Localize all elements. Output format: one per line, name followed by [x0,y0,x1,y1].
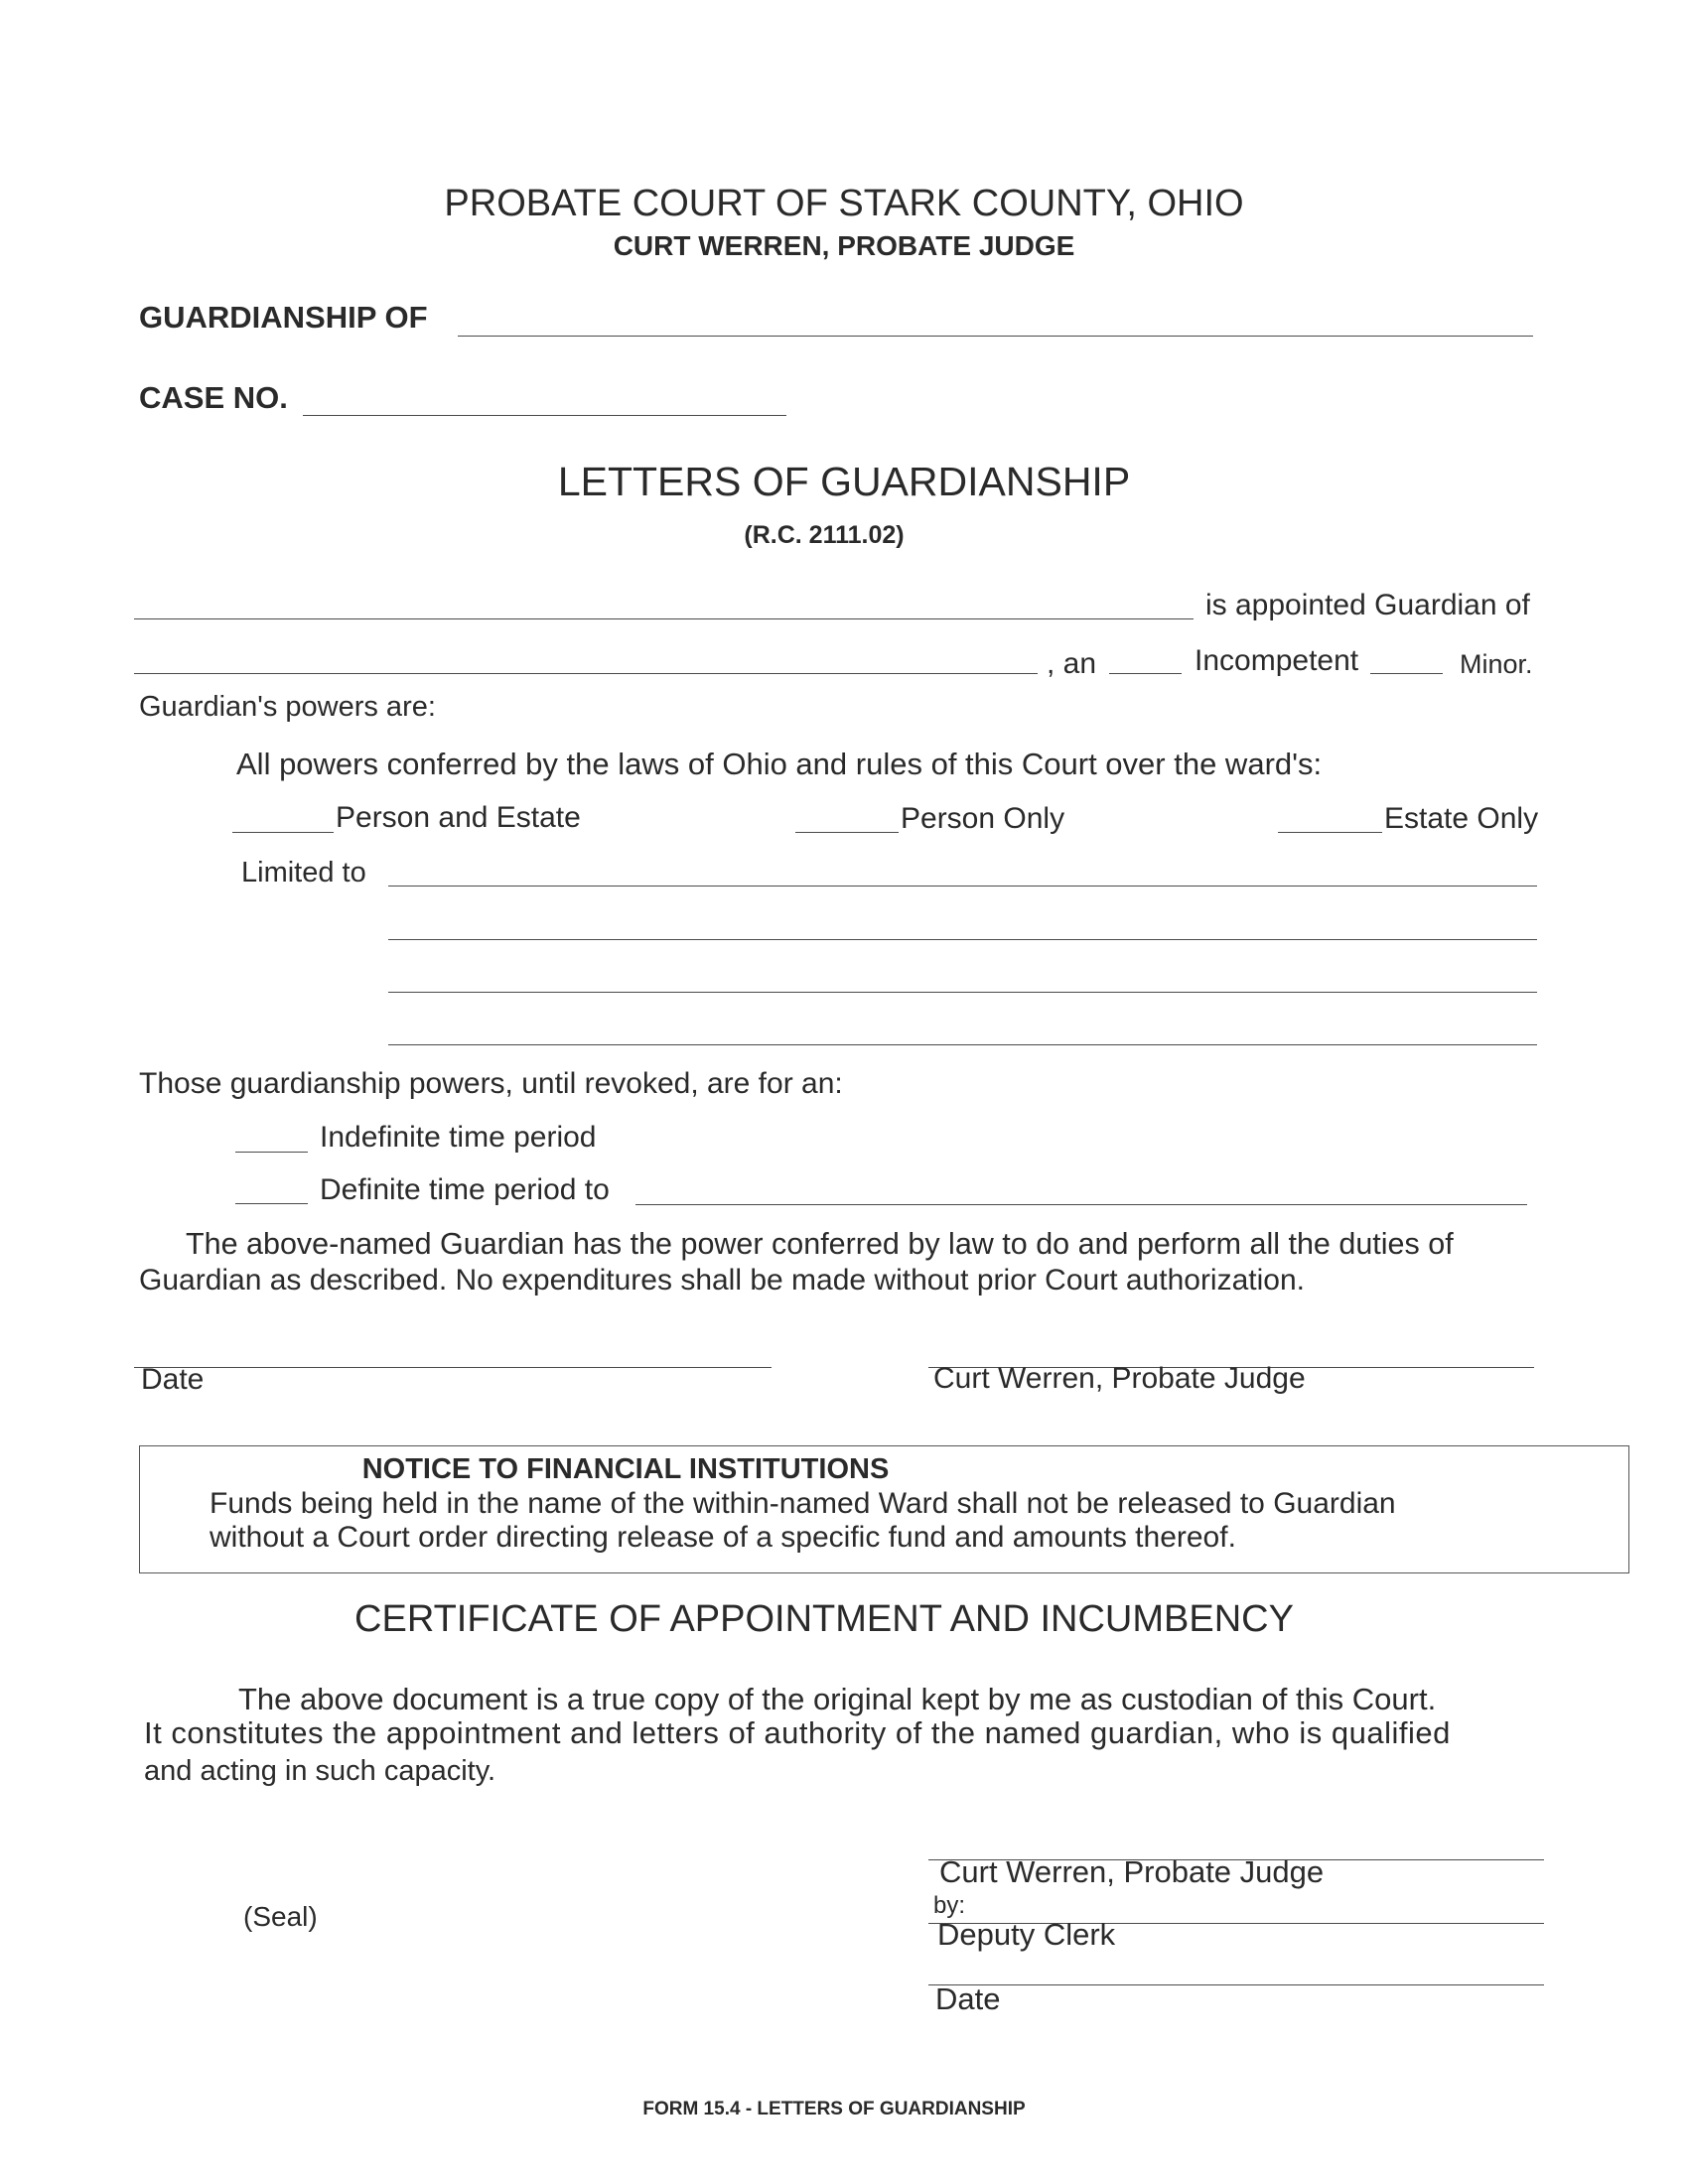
person-only-blank[interactable] [795,832,899,833]
limited-to-line-4[interactable] [388,1044,1537,1045]
limited-to-line-2[interactable] [388,939,1537,940]
an-text: , an [1047,647,1097,680]
seal-label: (Seal) [243,1901,318,1932]
duties-paragraph-line1: The above-named Guardian has the power conferred by law to do and perform all the duties of [186,1227,1454,1261]
guardianship-of-field[interactable] [458,336,1533,337]
form-footer: FORM 15.4 - LETTERS OF GUARDIANSHIP [642,2099,1026,2119]
powers-intro: All powers conferred by the laws of Ohio and rules of this Court over the ward's: [236,747,1323,781]
case-no-label: CASE NO. [139,380,288,415]
definite-date-field[interactable] [635,1204,1527,1205]
date-signature-line[interactable] [134,1367,772,1368]
powers-label: Guardian's powers are: [139,691,436,723]
incompetent-label: Incompetent [1195,644,1359,677]
deputy-clerk-label: Deputy Clerk [937,1917,1116,1952]
guardianship-of-label: GUARDIANSHIP OF [139,300,428,335]
ward-name-field[interactable] [134,673,1038,674]
court-title: PROBATE COURT OF STARK COUNTY, OHIO [444,183,1244,224]
option-person-only: Person Only [901,802,1065,835]
certificate-line2: It constitutes the appointment and letters of authority of the named guardian, who is qualified [144,1715,1451,1750]
estate-only-blank[interactable] [1278,832,1382,833]
minor-checkbox-blank[interactable] [1370,673,1443,674]
certificate-date-line[interactable] [928,1984,1544,1985]
certificate-date-label: Date [935,1981,1001,2016]
limited-to-label: Limited to [241,857,366,888]
certificate-judge-label: Curt Werren, Probate Judge [939,1854,1325,1889]
case-no-field[interactable] [303,415,786,416]
limited-to-line-3[interactable] [388,992,1537,993]
minor-label: Minor. [1460,649,1533,679]
notice-line2: without a Court order directing release of a specific fund and amounts thereof. [210,1521,1236,1554]
notice-title: NOTICE TO FINANCIAL INSTITUTIONS [361,1453,890,1485]
appointed-text: is appointed Guardian of [1205,589,1530,621]
definite-blank[interactable] [235,1203,308,1204]
option-person-and-estate: Person and Estate [336,801,581,834]
by-label: by: [933,1892,966,1919]
certificate-title: CERTIFICATE OF APPOINTMENT AND INCUMBENCY [354,1598,1294,1640]
date-label: Date [141,1363,205,1396]
guardian-name-field[interactable] [134,618,1194,619]
indefinite-label: Indefinite time period [320,1121,597,1154]
duties-paragraph-line2: Guardian as described. No expenditures shall be made without prior Court authorization. [139,1264,1305,1297]
definite-label: Definite time period to [320,1173,610,1206]
person-and-estate-blank[interactable] [232,832,334,833]
certificate-line3: and acting in such capacity. [144,1755,496,1787]
limited-to-line-1[interactable] [388,886,1537,887]
indefinite-blank[interactable] [235,1152,308,1153]
judge-signature-label: Curt Werren, Probate Judge [933,1362,1306,1395]
duration-label: Those guardianship powers, until revoked, are for an: [139,1067,843,1100]
certificate-line1: The above document is a true copy of the original kept by me as custodian of this Court. [238,1682,1437,1716]
judge-subtitle: CURT WERREN, PROBATE JUDGE [613,230,1075,261]
incompetent-checkbox-blank[interactable] [1109,673,1182,674]
document-title: LETTERS OF GUARDIANSHIP [557,459,1131,504]
option-estate-only: Estate Only [1384,802,1539,835]
statute-reference: (R.C. 2111.02) [744,521,905,549]
notice-line1: Funds being held in the name of the within-named Ward shall not be released to Guardian [210,1487,1396,1520]
